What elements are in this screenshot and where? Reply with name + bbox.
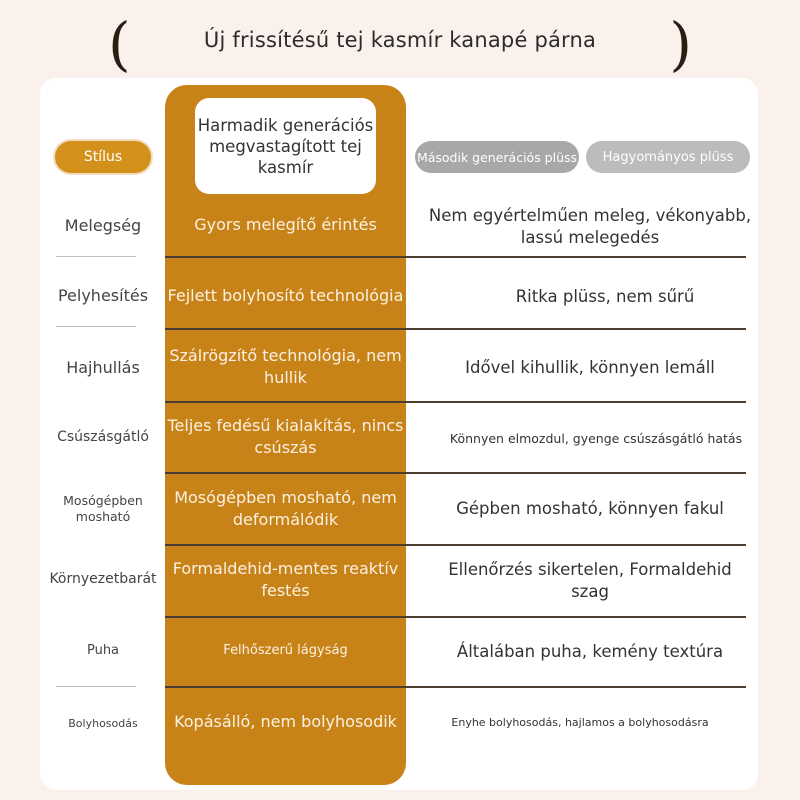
right-parenthesis: ) — [669, 10, 692, 78]
row-label-anti-slip: Csúszásgátló — [57, 429, 149, 445]
featured-value-eco-friendly: Formaldehid-mentes reaktív festés — [172, 559, 399, 600]
row-divider — [165, 544, 746, 546]
comparison-value-eco-friendly: Ellenőrzés sikertelen, Formaldehid szag — [448, 560, 732, 601]
comparison-value-anti-slip: Könnyen elmozdul, gyenge csúszásgátló hatás — [449, 431, 743, 446]
featured-value-warmth: Gyors melegítő érintés — [194, 215, 377, 234]
label-divider — [56, 326, 136, 327]
style-label-pill: Stílus — [55, 141, 151, 173]
row-label-pilling: Bolyhosodás — [68, 716, 138, 730]
page-title: Új frissítésű tej kasmír kanapé párna — [203, 28, 597, 52]
comparison-value-washable: Gépben mosható, könnyen fakul — [456, 499, 724, 518]
featured-value-fluffing: Fejlett bolyhosító technológia — [167, 286, 404, 305]
page-header — [108, 8, 692, 78]
comparison-value-shedding: Idővel kihullik, könnyen lemáll — [465, 358, 715, 377]
left-parenthesis: ( — [108, 10, 131, 78]
row-label-washable: Mosógépben mosható — [63, 493, 143, 524]
row-divider — [165, 256, 746, 258]
row-label-warmth: Melegség — [64, 215, 142, 235]
comparison-value-pilling: Enyhe bolyhosodás, hajlamos a bolyhosodásra — [451, 716, 709, 729]
comparison-a-pill: Második generációs plüss — [415, 141, 579, 173]
row-label-shedding: Hajhullás — [66, 357, 140, 377]
comparison-value-soft: Általában puha, kemény textúra — [456, 642, 724, 661]
featured-value-pilling: Kopásálló, nem bolyhosodik — [174, 712, 397, 731]
label-divider — [56, 686, 136, 687]
featured-value-shedding: Szálrögzítő technológia, nem hullik — [169, 346, 402, 387]
featured-value-soft: Felhőszerű lágyság — [223, 643, 348, 658]
featured-value-washable: Mosógépben mosható, nem deformálódik — [174, 488, 397, 529]
row-divider — [165, 686, 746, 688]
comparison-value-fluffing: Ritka plüss, nem sűrű — [515, 287, 695, 306]
row-divider — [165, 401, 746, 403]
featured-column-heading: Harmadik generációs megvastagított tej kasmír — [195, 98, 376, 194]
comparison-value-warmth: Nem egyértelműen meleg, vékonyabb, lassú melegedés — [428, 206, 752, 247]
row-label-eco-friendly: Környezetbarát — [49, 571, 157, 587]
label-divider — [56, 256, 136, 257]
row-label-soft: Puha — [86, 642, 120, 658]
row-divider — [165, 616, 746, 618]
row-label-fluffing: Pelyhesítés — [57, 285, 149, 305]
row-divider — [165, 328, 746, 330]
row-divider — [165, 472, 746, 474]
comparison-b-pill: Hagyományos plüss — [586, 141, 750, 173]
featured-value-anti-slip: Teljes fedésű kialakítás, nincs csúszás — [167, 416, 404, 457]
